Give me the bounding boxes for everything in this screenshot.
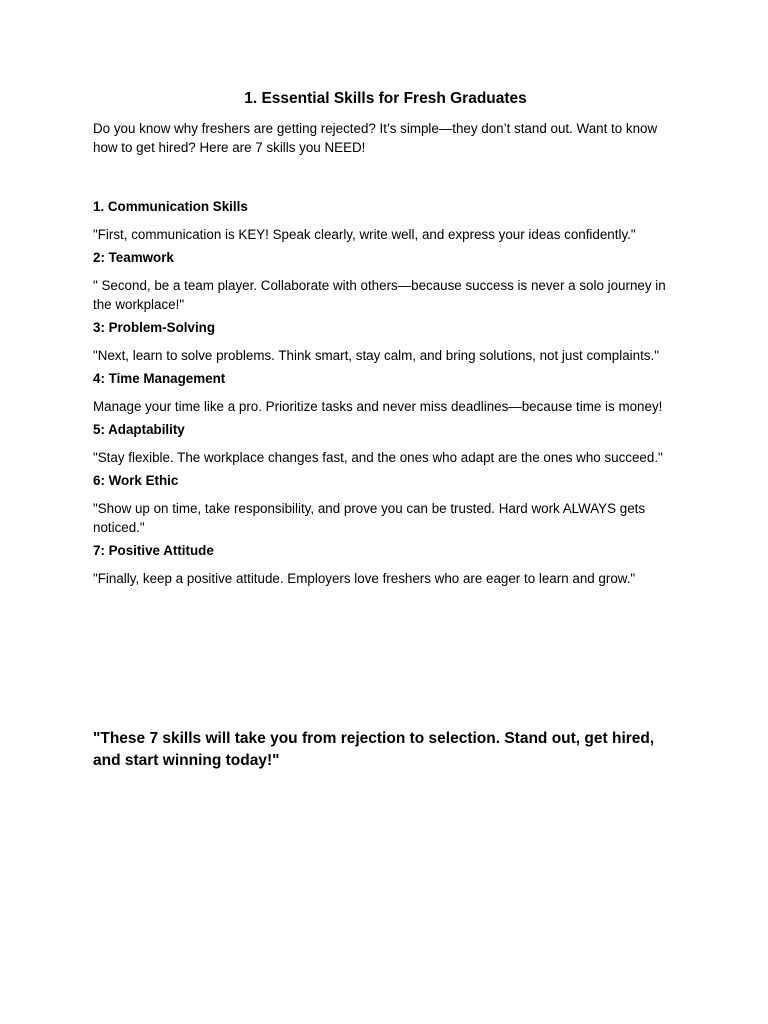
skill-adaptability [93,420,678,467]
skill-description: "Finally, keep a positive attitude. Employers love freshers who are eager to learn and grow." [93,571,636,586]
skills-list [93,197,678,592]
skill-heading: 5: Adaptability [93,422,185,437]
skill-heading: 1. Communication Skills [93,199,248,214]
document-page [93,0,678,1024]
skill-description: " Second, be a team player. Collaborate with others—because success is never a solo journey in the workplace!" [93,278,666,312]
skill-problem-solving [93,318,678,365]
skill-description: Manage your time like a pro. Prioritize tasks and never miss deadlines—because time is money! [93,399,663,414]
skill-description: "Show up on time, take responsibility, and prove you can be trusted. Hard work ALWAYS gets noticed." [93,501,646,535]
skill-heading: 4: Time Management [93,371,226,386]
skill-teamwork [93,248,678,314]
skill-positive-attitude [93,541,678,588]
skill-time-management [93,369,678,416]
skill-heading: 3: Problem-Solving [93,320,216,335]
skill-description: "Next, learn to solve problems. Think smart, stay calm, and bring solutions, not just complaints." [93,348,659,363]
skill-heading: 6: Work Ethic [93,473,179,488]
skill-description: "First, communication is KEY! Speak clearly, write well, and express your ideas confidently." [93,227,636,242]
document-title: 1. Essential Skills for Fresh Graduates [244,90,527,107]
skill-heading: 2: Teamwork [93,250,174,265]
skill-work-ethic [93,471,678,537]
skill-heading: 7: Positive Attitude [93,543,214,558]
intro-paragraph: Do you know why freshers are getting rejected? It’s simple—they don’t stand out. Want to know how to get hired? Here are 7 skills you NEED! [93,121,658,155]
skill-description: "Stay flexible. The workplace changes fast, and the ones who adapt are the ones who succeed." [93,450,663,465]
skill-communication [93,197,678,244]
closing-statement: "These 7 skills will take you from rejection to selection. Stand out, get hired, and start winning today!" [93,730,655,769]
